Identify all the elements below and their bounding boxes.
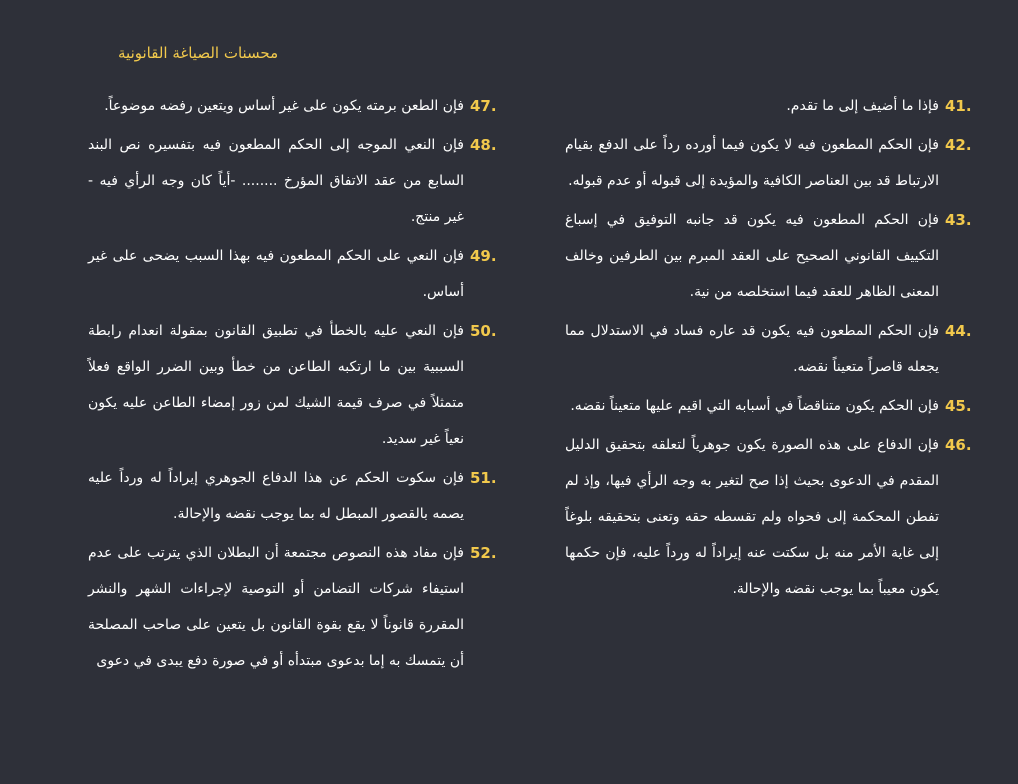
item-text: فإن الحكم المطعون فيه يكون قد جانبه التوفيق في إسباغ التكييف القانوني الصحيح على العقد المبرم بين الطرفين وخالف المعنى الظاهر للعقد فيما استخلصه من نية. [565, 212, 939, 300]
item-text: فإن الطعن برمته يكون على غير أساس ويتعين رفضه موضوعاً. [104, 98, 464, 114]
list-item [565, 127, 985, 199]
item-text: فإن النعي عليه بالخطأ في تطبيق القانون بمقولة انعدام رابطة السببية بين ما ارتكبه الطاعن من خطأ وبين الضرر الواقع فعلاً متمثلاً في صرف قيمة الشيك لمن زور إمضاء الطاعن عليه يكون نعياً غير سديد. [88, 323, 464, 447]
list-item [88, 88, 510, 124]
item-number: 45. [945, 397, 972, 415]
item-text: فإن النعي على الحكم المطعون فيه بهذا السبب يضحى على غير أساس. [88, 248, 464, 300]
item-number: 51. [470, 469, 497, 487]
list-item [565, 388, 985, 424]
list-item [88, 313, 510, 457]
left-column [88, 88, 510, 682]
list-item [88, 535, 510, 679]
list-item [565, 88, 985, 124]
item-text: فإن مفاد هذه النصوص مجتمعة أن البطلان الذي يترتب على عدم استيفاء شركات التضامن أو التوصية لإجراءات الشهر والنشر المقررة قانوناً لا يقع بقوة القانون بل يتعين على صاحب المصلحة أن يتمسك به إما بدعوى مبتدأه أو في صورة دفع يبدى في دعوى [88, 545, 464, 669]
item-text: فإن النعي الموجه إلى الحكم المطعون فيه بتفسيره نص البند السابع من عقد الاتفاق المؤرخ ........ -أياً كان وجه الرأي فيه - غير منتج. [88, 137, 464, 225]
item-number: 49. [470, 247, 497, 265]
item-number: 46. [945, 436, 972, 454]
item-number: 48. [470, 136, 497, 154]
right-column [565, 88, 985, 610]
item-text: فإن سكوت الحكم عن هذا الدفاع الجوهري إيراداً له ورداً عليه يصمه بالقصور المبطل له بما يوجب نقضه والإحالة. [88, 470, 464, 522]
item-number: 50. [470, 322, 497, 340]
item-number: 42. [945, 136, 972, 154]
item-text: فإذا ما أضيف إلى ما تقدم. [786, 98, 939, 114]
item-text: فإن الحكم يكون متناقضاً في أسبابه التي اقيم عليها متعيناً نقضه. [570, 398, 939, 414]
item-number: 43. [945, 211, 972, 229]
list-item [565, 202, 985, 310]
list-item [88, 127, 510, 235]
item-number: 41. [945, 97, 972, 115]
item-number: 44. [945, 322, 972, 340]
item-text: فإن الدفاع على هذه الصورة يكون جوهرياً لتعلقه بتحقيق الدليل المقدم في الدعوى بحيث إذا صح لتغير به وجه الرأي فيها، وإذ لم تفطن المحكمة إلى فحواه ولم تقسطه حقه وتعنى بتحقيقه بلوغاً إلى غاية الأمر منه بل سكتت عنه إيراداً له ورداً عليه، فإن حكمها يكون معيباً بما يوجب نقضه والإحالة. [565, 437, 939, 597]
item-text: فإن الحكم المطعون فيه لا يكون فيما أورده رداً على الدفع بقيام الارتباط قد بين العناصر الكافية والمؤيدة إلى قبوله أو عدم قبوله. [565, 137, 939, 189]
item-number: 47. [470, 97, 497, 115]
page-title: محسنات الصياغة القانونية [118, 44, 279, 62]
list-item [565, 427, 985, 607]
list-item [88, 460, 510, 532]
list-item [565, 313, 985, 385]
item-text: فإن الحكم المطعون فيه يكون قد عاره فساد في الاستدلال مما يجعله قاصراً متعيناً نقضه. [565, 323, 939, 375]
item-number: 52. [470, 544, 497, 562]
list-item [88, 238, 510, 310]
